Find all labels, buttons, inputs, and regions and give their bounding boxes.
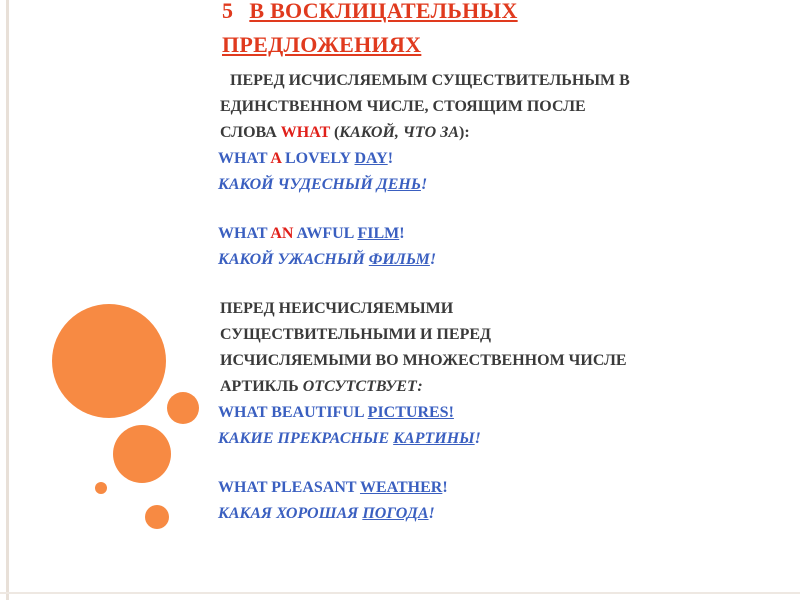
rule2-line2: СУЩЕСТВИТЕЛЬНЫМИ И ПЕРЕД <box>220 326 492 343</box>
what-highlight: WHAT <box>280 124 330 141</box>
translation-1: КАКОЙ ЧУДЕСНЫЙ ДЕНЬ! <box>218 176 428 193</box>
example-2: WHAT AN AWFUL FILM! <box>218 225 405 242</box>
translation-4: КАКАЯ ХОРОШАЯ ПОГОДА! <box>218 505 435 522</box>
medium-orange-circle <box>113 425 171 483</box>
slide-body <box>218 68 788 527</box>
title-line-2: ПРЕДЛОЖЕНИЯХ <box>222 32 422 57</box>
example-4: WHAT PLEASANT WEATHER! <box>218 479 448 496</box>
small-orange-circle-bottom <box>145 505 169 529</box>
example-3: WHAT BEAUTIFUL PICTURES! <box>218 404 454 421</box>
translation-3: КАКИЕ ПРЕКРАСНЫЕ КАРТИНЫ! <box>218 430 481 447</box>
translation-2: КАКОЙ УЖАСНЫЙ ФИЛЬМ! <box>218 251 437 268</box>
small-orange-circle <box>167 392 199 424</box>
rule2-line4: АРТИКЛЬ ОТСУТСТВУЕТ: <box>220 378 423 395</box>
article-an: AN <box>270 225 294 242</box>
slide-number: 5 <box>222 0 234 23</box>
bottom-border-line <box>0 592 800 594</box>
left-border-line <box>6 0 9 600</box>
rule2-line1: ПЕРЕД НЕИСЧИСЛЯЕМЫМИ <box>220 300 454 317</box>
spacer <box>218 273 788 296</box>
example-1: WHAT A LOVELY DAY! <box>218 150 394 167</box>
article-a: A <box>270 150 281 167</box>
rule1-line3: СЛОВА WHAT (КАКОЙ, ЧТО ЗА): <box>220 124 470 141</box>
tiny-orange-circle <box>95 482 107 494</box>
slide-title <box>222 0 782 62</box>
rule1-line1: ПЕРЕД ИСЧИСЛЯЕМЫМ СУЩЕСТВИТЕЛЬНЫМ В <box>230 72 630 89</box>
spacer <box>218 198 788 221</box>
title-line-1: В ВОСКЛИЦАТЕЛЬНЫХ <box>249 0 518 23</box>
large-orange-circle <box>52 304 166 418</box>
rule1-line2: ЕДИНСТВЕННОМ ЧИСЛЕ, СТОЯЩИМ ПОСЛЕ <box>220 98 586 115</box>
rule2-line3: ИСЧИСЛЯЕМЫМИ ВО МНОЖЕСТВЕННОМ ЧИСЛЕ <box>220 352 627 369</box>
spacer <box>218 452 788 475</box>
